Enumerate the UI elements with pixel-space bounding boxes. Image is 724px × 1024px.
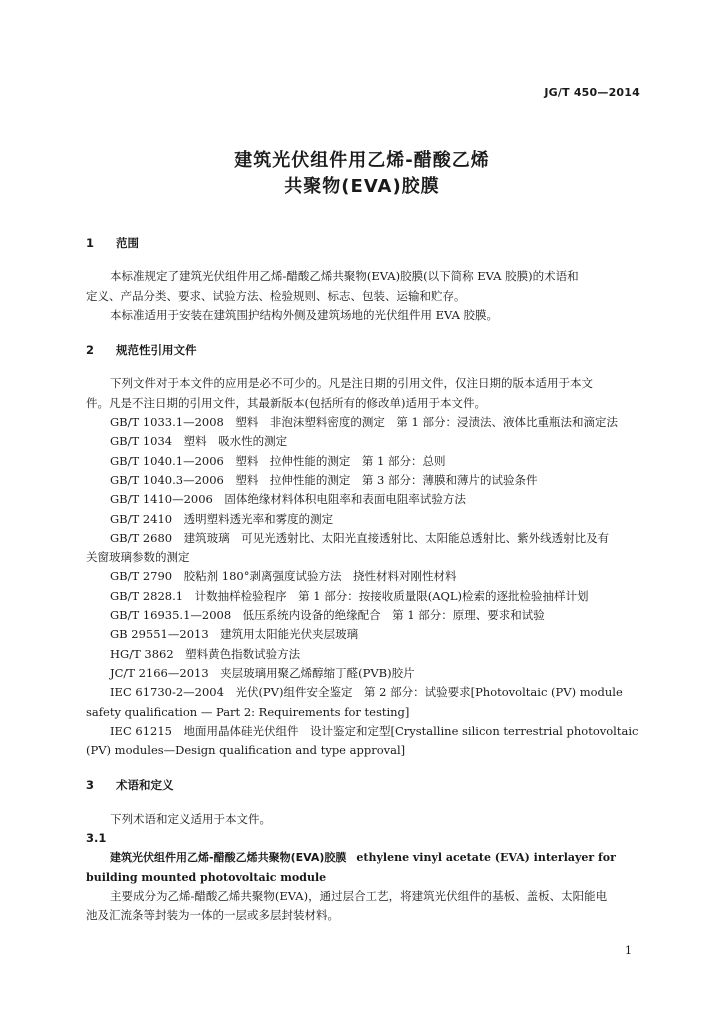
scope-para-2: 本标准适用于安装在建筑围护结构外侧及建筑场地的光伏组件用 EVA 胶膜。 [110,307,499,322]
page-number: 1 [625,944,632,957]
references-intro-line-1: 下列文件对于本文件的应用是必不可少的。凡是注日期的引用文件，仅注日期的版本适用于本文 [110,376,593,391]
ref-gb-2680-line-2: 关窗玻璃参数的测定 [86,550,190,565]
ref-gb-2410: GB/T 2410 透明塑料透光率和雾度的测定 [110,511,334,526]
ref-gb-1033-1: GB/T 1033.1—2008 塑料 非泡沫塑料密度的测定 第 1 部分：浸渍法、液体比重瓶法和滴定法 [110,415,618,430]
section-1-heading [86,234,648,253]
ref-iec-61215-line-2: (PV) modules—Design qualification and type approval] [86,743,406,758]
scope-para-1-line-1: 本标准规定了建筑光伏组件用乙烯-醋酸乙烯共聚物(EVA)胶膜(以下简称 EVA 胶膜)的术语和 [110,269,579,284]
section-3-title: 术语和定义 [116,778,174,793]
standard-code: JG/T 450—2014 [544,86,640,99]
section-3-heading [86,776,648,795]
ref-gb-2680-line-1: GB/T 2680 建筑玻璃 可见光透射比、太阳光直接透射比、太阳能总透射比、紫外线透射比及有 [110,530,610,545]
section-1-title: 范围 [116,236,139,250]
ref-iec-61215-line-1: IEC 61215 地面用晶体硅光伏组件 设计鉴定和定型[Crystalline silicon terrestrial photovoltaic [110,723,639,738]
section-2-number: 2 [86,343,95,358]
term-heading-line-1 [86,848,648,867]
section-2-title: 规范性引用文件 [116,343,197,358]
ref-iec-61730-2-line-1: IEC 61730-2—2004 光伏(PV)组件安全鉴定 第 2 部分：试验要求[Photovoltaic (PV) module [110,685,623,700]
term-english-line-1: ethylene vinyl acetate (EVA) interlayer for [356,851,616,865]
title-line-1: 建筑光伏组件用乙烯-醋酸乙烯 [234,150,490,171]
ref-gb-1034: GB/T 1034 塑料 吸水性的测定 [110,434,288,449]
title-line-2: 共聚物(EVA)胶膜 [284,176,440,197]
ref-gb-2828-1: GB/T 2828.1 计数抽样检验程序 第 1 部分：按接收质量限(AQL)检索的逐批检验抽样计划 [110,588,589,603]
scope-para-1 [86,267,648,286]
ref-gb-1410: GB/T 1410—2006 固体绝缘材料体积电阻率和表面电阻率试验方法 [110,492,466,507]
document-title [0,148,724,200]
ref-gb-1040-3: GB/T 1040.3—2006 塑料 拉伸性能的测定 第 3 部分：薄膜和薄片的试验条件 [110,472,538,487]
ref-hg-3862: HG/T 3862 塑料黄色指数试验方法 [110,646,301,661]
ref-gb-16935-1: GB/T 16935.1—2008 低压系统内设备的绝缘配合 第 1 部分：原理、要求和试验 [110,608,545,623]
section-1-number: 1 [86,236,95,250]
ref-iec-61730-2-line-2: safety qualification — Part 2: Requirements for testing] [86,704,410,719]
clause-3-1: 3.1 [86,831,107,846]
ref-gb-2790: GB/T 2790 胶粘剂 180°剥离强度试验方法 挠性材料对刚性材料 [110,569,457,584]
term-chinese: 建筑光伏组件用乙烯-醋酸乙烯共聚物(EVA)胶膜 [110,851,347,865]
ref-gb-29551: GB 29551—2013 建筑用太阳能光伏夹层玻璃 [110,627,359,642]
term-english-line-2: building mounted photovoltaic module [86,870,327,884]
document-body [86,234,648,926]
term-definition-line-1: 主要成分为乙烯-醋酸乙烯共聚物(EVA)，通过层合工艺，将建筑光伏组件的基板、盖板、太阳能电 [110,888,608,903]
terms-intro: 下列术语和定义适用于本文件。 [110,811,271,826]
scope-para-1-cont: 定义、产品分类、要求、试验方法、检验规则、标志、包装、运输和贮存。 [86,288,466,303]
ref-jc-2166: JC/T 2166—2013 夹层玻璃用聚乙烯醇缩丁醛(PVB)胶片 [110,665,415,680]
term-definition-line-2: 池及汇流条等封装为一体的一层或多层封装材料。 [86,908,339,923]
section-3-number: 3 [86,778,95,793]
ref-gb-1040-1: GB/T 1040.1—2006 塑料 拉伸性能的测定 第 1 部分：总则 [110,453,446,468]
references-intro-line-2: 件。凡是不注日期的引用文件，其最新版本(包括所有的修改单)适用于本文件。 [86,395,486,410]
section-2-heading [86,341,648,360]
